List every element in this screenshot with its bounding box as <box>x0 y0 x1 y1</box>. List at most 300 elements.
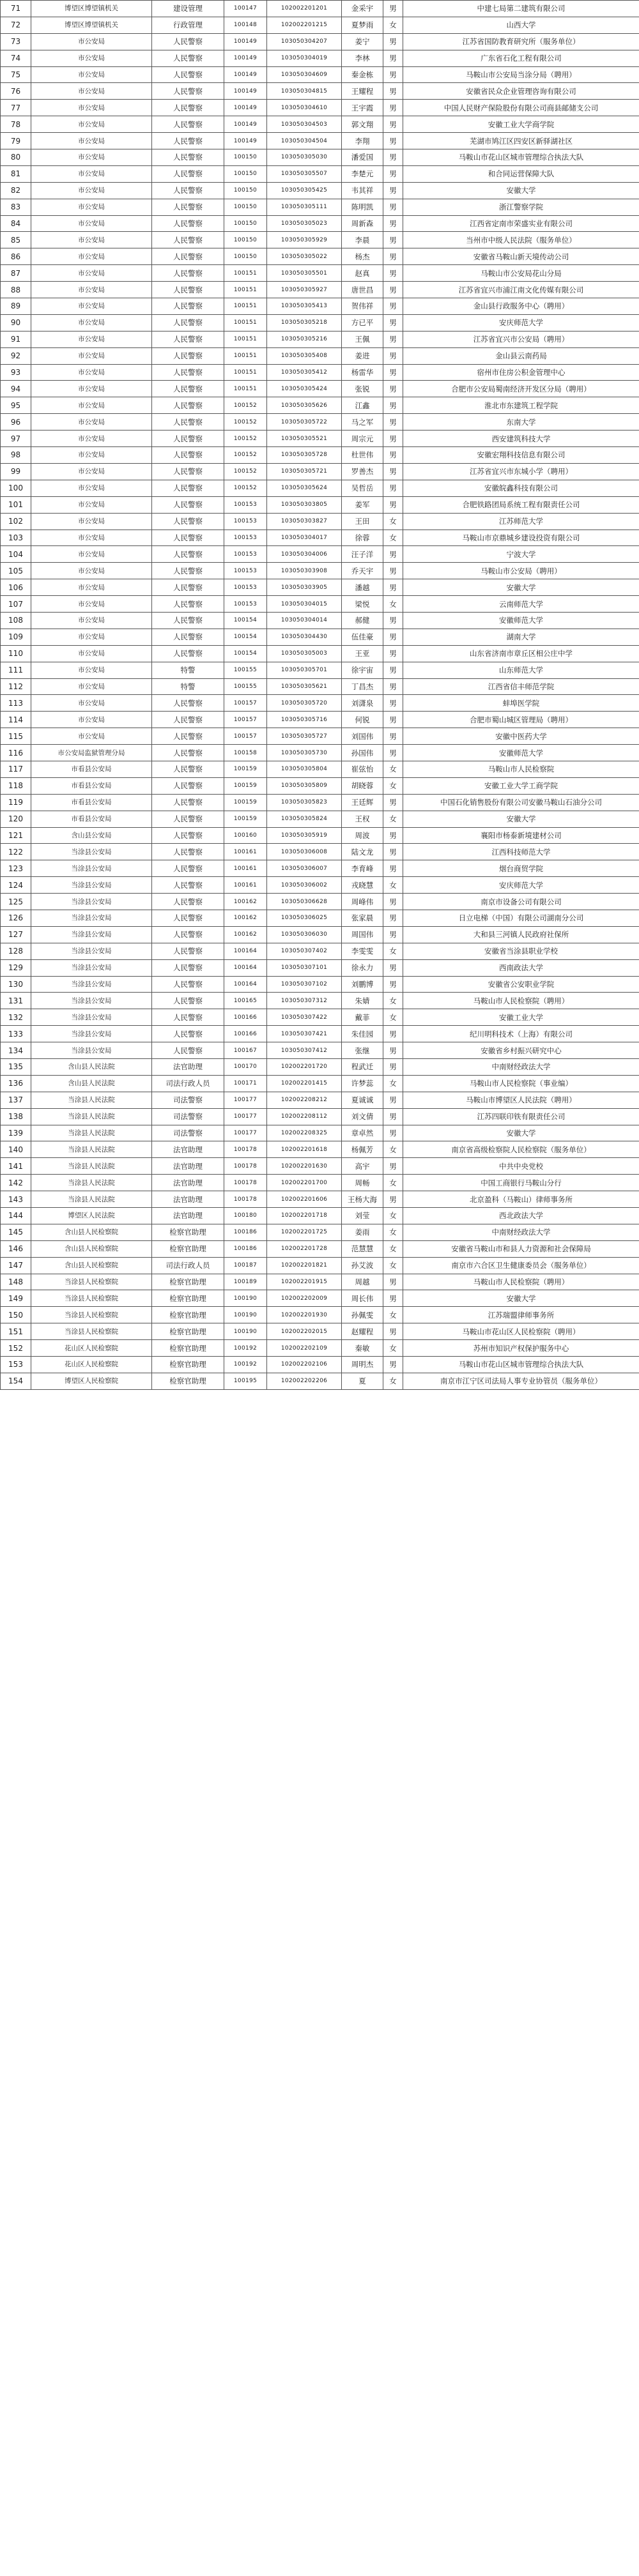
row-number-cell: 87 <box>1 265 31 282</box>
position-code-cell: 100149 <box>224 33 267 50</box>
work-or-school-cell: 江西省信丰师范学院 <box>403 678 639 695</box>
work-or-school-cell: 南京市设备公司有限公司 <box>403 894 639 910</box>
gender-cell: 男 <box>383 844 403 860</box>
work-or-school-cell: 苏州市知识产权保护服务中心 <box>403 1340 639 1357</box>
candidate-name-cell: 秦敏 <box>342 1340 383 1357</box>
table-row <box>1 83 639 100</box>
work-or-school-cell: 广东省石化工程有限公司 <box>403 50 639 66</box>
exam-number-cell: 102002201821 <box>267 1257 342 1274</box>
position-name-cell: 人民警察 <box>152 199 224 215</box>
candidate-name-cell: 杨雷华 <box>342 364 383 381</box>
exam-number-cell: 103050305111 <box>267 199 342 215</box>
recruiting-unit-cell: 市公安局 <box>31 431 152 447</box>
position-code-cell: 100150 <box>224 215 267 232</box>
work-or-school-cell: 中共中央党校 <box>403 1158 639 1175</box>
table-row <box>1 926 639 943</box>
work-or-school-cell: 大和县三河镇人民政府社保所 <box>403 926 639 943</box>
position-name-cell: 法官助理 <box>152 1191 224 1208</box>
candidate-name-cell: 姜宁 <box>342 33 383 50</box>
exam-number-cell: 103050307412 <box>267 1042 342 1059</box>
exam-number-cell: 102002201725 <box>267 1224 342 1240</box>
exam-number-cell: 103050304609 <box>267 66 342 83</box>
work-or-school-cell: 安徽省当涂县职业学校 <box>403 943 639 959</box>
exam-number-cell: 103050304504 <box>267 133 342 149</box>
exam-number-cell: 102002202106 <box>267 1357 342 1373</box>
gender-cell: 男 <box>383 182 403 199</box>
position-code-cell: 100192 <box>224 1357 267 1373</box>
position-code-cell: 100154 <box>224 645 267 662</box>
position-name-cell: 建设管理 <box>152 1 224 17</box>
position-code-cell: 100151 <box>224 314 267 331</box>
work-or-school-cell: 江苏四联印铁有限责任公司 <box>403 1108 639 1125</box>
exam-number-cell: 102002201930 <box>267 1307 342 1323</box>
position-name-cell: 特警 <box>152 678 224 695</box>
gender-cell: 女 <box>383 1208 403 1224</box>
table-row <box>1 1257 639 1274</box>
work-or-school-cell: 中国工商银行马鞍山分行 <box>403 1175 639 1191</box>
gender-cell: 女 <box>383 1141 403 1158</box>
gender-cell: 男 <box>383 1092 403 1108</box>
candidate-name-cell: 徐永力 <box>342 959 383 976</box>
table-row <box>1 1059 639 1076</box>
work-or-school-cell: 安徽大学 <box>403 579 639 596</box>
gender-cell: 男 <box>383 463 403 480</box>
row-number-cell: 83 <box>1 199 31 215</box>
position-name-cell: 行政管理 <box>152 17 224 33</box>
exam-number-cell: 102002201415 <box>267 1075 342 1092</box>
exam-number-cell: 103050306030 <box>267 926 342 943</box>
candidate-name-cell: 周宗元 <box>342 431 383 447</box>
position-name-cell: 人民警察 <box>152 712 224 728</box>
exam-number-cell: 102002202009 <box>267 1290 342 1307</box>
row-number-cell: 154 <box>1 1373 31 1389</box>
row-number-cell: 120 <box>1 811 31 827</box>
gender-cell: 男 <box>383 712 403 728</box>
row-number-cell: 128 <box>1 943 31 959</box>
table-row <box>1 645 639 662</box>
gender-cell: 女 <box>383 530 403 546</box>
row-number-cell: 114 <box>1 712 31 728</box>
row-number-cell: 108 <box>1 612 31 629</box>
gender-cell: 男 <box>383 381 403 397</box>
gender-cell: 女 <box>383 1175 403 1191</box>
position-code-cell: 100160 <box>224 827 267 844</box>
position-code-cell: 100187 <box>224 1257 267 1274</box>
recruiting-unit-cell: 市公安局 <box>31 298 152 315</box>
position-code-cell: 100164 <box>224 976 267 993</box>
exam-number-cell: 102002202206 <box>267 1373 342 1389</box>
gender-cell: 男 <box>383 1323 403 1340</box>
table-row <box>1 165 639 182</box>
work-or-school-cell: 安徽师范大学 <box>403 612 639 629</box>
candidate-name-cell: 梁悦 <box>342 596 383 613</box>
recruiting-unit-cell: 当涂县公安局 <box>31 959 152 976</box>
table-row <box>1 1191 639 1208</box>
row-number-cell: 113 <box>1 695 31 712</box>
position-code-cell: 100151 <box>224 364 267 381</box>
row-number-cell: 81 <box>1 165 31 182</box>
gender-cell: 男 <box>383 265 403 282</box>
exam-number-cell: 102002201630 <box>267 1158 342 1175</box>
table-row <box>1 1075 639 1092</box>
position-code-cell: 100159 <box>224 811 267 827</box>
recruiting-unit-cell: 当涂县人民检察院 <box>31 1307 152 1323</box>
recruiting-unit-cell: 市公安局 <box>31 546 152 563</box>
position-code-cell: 100178 <box>224 1175 267 1191</box>
candidate-name-cell: 戴菲 <box>342 1009 383 1026</box>
position-code-cell: 100189 <box>224 1274 267 1290</box>
row-number-cell: 76 <box>1 83 31 100</box>
position-code-cell: 100151 <box>224 347 267 364</box>
gender-cell: 男 <box>383 165 403 182</box>
gender-cell: 男 <box>383 431 403 447</box>
row-number-cell: 118 <box>1 777 31 794</box>
recruiting-unit-cell: 当涂县人民检察院 <box>31 1323 152 1340</box>
row-number-cell: 77 <box>1 100 31 116</box>
position-name-cell: 人民警察 <box>152 827 224 844</box>
recruiting-unit-cell: 市公安局 <box>31 414 152 431</box>
table-row <box>1 1274 639 1290</box>
position-name-cell: 法官助理 <box>152 1208 224 1224</box>
recruiting-unit-cell: 市公安局 <box>31 463 152 480</box>
gender-cell: 男 <box>383 414 403 431</box>
work-or-school-cell: 安徽省马鞍山新天境传动公司 <box>403 248 639 265</box>
candidate-name-cell: 刘潇泉 <box>342 695 383 712</box>
table-row <box>1 1240 639 1257</box>
table-row <box>1 1208 639 1224</box>
position-code-cell: 100186 <box>224 1224 267 1240</box>
table-row <box>1 745 639 761</box>
work-or-school-cell: 云南师范大学 <box>403 596 639 613</box>
position-name-cell: 人民警察 <box>152 976 224 993</box>
recruiting-unit-cell: 当涂县人民法院 <box>31 1141 152 1158</box>
row-number-cell: 135 <box>1 1059 31 1076</box>
work-or-school-cell: 马鞍山市人民检察院（聘用） <box>403 1274 639 1290</box>
gender-cell: 女 <box>383 1257 403 1274</box>
position-name-cell: 人民警察 <box>152 116 224 133</box>
gender-cell: 男 <box>383 215 403 232</box>
row-number-cell: 111 <box>1 662 31 678</box>
work-or-school-cell: 当州市中级人民法院（服务单位） <box>403 232 639 248</box>
row-number-cell: 72 <box>1 17 31 33</box>
table-row <box>1 133 639 149</box>
exam-number-cell: 103050303905 <box>267 579 342 596</box>
exam-number-cell: 103050307402 <box>267 943 342 959</box>
work-or-school-cell: 中南财经政法大学 <box>403 1059 639 1076</box>
gender-cell: 男 <box>383 100 403 116</box>
row-number-cell: 131 <box>1 993 31 1009</box>
exam-number-cell: 103050305425 <box>267 182 342 199</box>
table-row <box>1 530 639 546</box>
position-code-cell: 100153 <box>224 546 267 563</box>
table-row <box>1 546 639 563</box>
work-or-school-cell: 安徽工业大学工商学院 <box>403 777 639 794</box>
table-row <box>1 265 639 282</box>
position-code-cell: 100161 <box>224 877 267 894</box>
work-or-school-cell: 南京省高级检察院人民检察院（服务单位） <box>403 1141 639 1158</box>
exam-number-cell: 102002208212 <box>267 1092 342 1108</box>
position-code-cell: 100148 <box>224 17 267 33</box>
recruiting-unit-cell: 当涂县人民检察院 <box>31 1290 152 1307</box>
recruiting-unit-cell: 市公安局 <box>31 381 152 397</box>
row-number-cell: 78 <box>1 116 31 133</box>
candidate-name-cell: 章卓然 <box>342 1125 383 1141</box>
gender-cell: 男 <box>383 645 403 662</box>
exam-number-cell: 102002201700 <box>267 1175 342 1191</box>
position-name-cell: 人民警察 <box>152 381 224 397</box>
candidate-name-cell: 高宇 <box>342 1158 383 1175</box>
gender-cell: 男 <box>383 546 403 563</box>
work-or-school-cell: 江苏省国防教育研究所（服务单位） <box>403 33 639 50</box>
exam-number-cell: 103050305023 <box>267 215 342 232</box>
recruiting-unit-cell: 博望区博望镇机关 <box>31 1 152 17</box>
row-number-cell: 90 <box>1 314 31 331</box>
work-or-school-cell: 蚌埠医学院 <box>403 695 639 712</box>
position-name-cell: 人民警察 <box>152 100 224 116</box>
gender-cell: 男 <box>383 1158 403 1175</box>
exam-number-cell: 103050305022 <box>267 248 342 265</box>
exam-number-cell: 103050305929 <box>267 232 342 248</box>
exam-number-cell: 103050304503 <box>267 116 342 133</box>
work-or-school-cell: 北京盈科（马鞍山）律师事务所 <box>403 1191 639 1208</box>
position-code-cell: 100152 <box>224 431 267 447</box>
candidate-name-cell: 周新森 <box>342 215 383 232</box>
table-row <box>1 1009 639 1026</box>
recruiting-unit-cell: 市看县公安局 <box>31 794 152 811</box>
position-name-cell: 人民警察 <box>152 282 224 298</box>
row-number-cell: 107 <box>1 596 31 613</box>
work-or-school-cell: 安徽皖鑫科技有限公司 <box>403 480 639 496</box>
table-row <box>1 364 639 381</box>
position-code-cell: 100166 <box>224 1026 267 1042</box>
position-name-cell: 人民警察 <box>152 265 224 282</box>
position-code-cell: 100167 <box>224 1042 267 1059</box>
gender-cell: 男 <box>383 33 403 50</box>
recruiting-unit-cell: 当涂县公安局 <box>31 1042 152 1059</box>
gender-cell: 女 <box>383 761 403 777</box>
position-name-cell: 人民警察 <box>152 645 224 662</box>
recruiting-unit-cell: 当涂县公安局 <box>31 910 152 926</box>
candidate-name-cell: 姜军 <box>342 496 383 513</box>
gender-cell: 女 <box>383 993 403 1009</box>
work-or-school-cell: 安徽省民众企业管理咨询有限公司 <box>403 83 639 100</box>
work-or-school-cell: 淮北市东建筑工程学院 <box>403 397 639 414</box>
candidate-name-cell: 王耀程 <box>342 83 383 100</box>
position-code-cell: 100153 <box>224 563 267 579</box>
gender-cell: 男 <box>383 397 403 414</box>
position-code-cell: 100159 <box>224 761 267 777</box>
work-or-school-cell: 安徽大学 <box>403 1290 639 1307</box>
candidate-name-cell: 方已平 <box>342 314 383 331</box>
position-name-cell: 人民警察 <box>152 877 224 894</box>
gender-cell: 女 <box>383 1340 403 1357</box>
table-row <box>1 215 639 232</box>
recruiting-unit-cell: 博望区博望镇机关 <box>31 17 152 33</box>
row-number-cell: 71 <box>1 1 31 17</box>
table-row <box>1 894 639 910</box>
exam-number-cell: 103050304014 <box>267 612 342 629</box>
candidate-name-cell: 江鑫 <box>342 397 383 414</box>
gender-cell: 男 <box>383 745 403 761</box>
row-number-cell: 153 <box>1 1357 31 1373</box>
position-name-cell: 法官助理 <box>152 1158 224 1175</box>
gender-cell: 男 <box>383 116 403 133</box>
recruiting-unit-cell: 市公安局 <box>31 728 152 745</box>
table-row <box>1 33 639 50</box>
exam-number-cell: 102002201915 <box>267 1274 342 1290</box>
exam-number-cell: 102002202109 <box>267 1340 342 1357</box>
table-row <box>1 100 639 116</box>
position-name-cell: 人民警察 <box>152 364 224 381</box>
exam-number-cell: 103050306007 <box>267 860 342 877</box>
recruiting-unit-cell: 市公安局 <box>31 712 152 728</box>
position-code-cell: 100149 <box>224 83 267 100</box>
exam-number-cell: 103050305701 <box>267 662 342 678</box>
table-row <box>1 761 639 777</box>
position-code-cell: 100166 <box>224 1009 267 1026</box>
table-row <box>1 1125 639 1141</box>
recruiting-unit-cell: 市公安局 <box>31 66 152 83</box>
position-name-cell: 人民警察 <box>152 232 224 248</box>
recruiting-unit-cell: 当涂县人民法院 <box>31 1092 152 1108</box>
recruiting-unit-cell: 博望区人民法院 <box>31 1208 152 1224</box>
position-name-cell: 人民警察 <box>152 1042 224 1059</box>
work-or-school-cell: 宁波大学 <box>403 546 639 563</box>
candidate-name-cell: 夏梦雨 <box>342 17 383 33</box>
row-number-cell: 142 <box>1 1175 31 1191</box>
position-name-cell: 司法警察 <box>152 1125 224 1141</box>
exam-number-cell: 103050305413 <box>267 298 342 315</box>
recruiting-unit-cell: 当涂县公安局 <box>31 877 152 894</box>
row-number-cell: 136 <box>1 1075 31 1092</box>
position-code-cell: 100150 <box>224 232 267 248</box>
position-code-cell: 100170 <box>224 1059 267 1076</box>
table-row <box>1 563 639 579</box>
table-row <box>1 463 639 480</box>
work-or-school-cell: 安徽省马鞍山市和县人力资源和社会保障局 <box>403 1240 639 1257</box>
work-or-school-cell: 安庆师范大学 <box>403 877 639 894</box>
work-or-school-cell: 中国人民财产保险股份有限公司商县邮储支公司 <box>403 100 639 116</box>
row-number-cell: 138 <box>1 1108 31 1125</box>
exam-number-cell: 103050305727 <box>267 728 342 745</box>
recruiting-unit-cell: 市公安局 <box>31 678 152 695</box>
position-name-cell: 人民警察 <box>152 745 224 761</box>
row-number-cell: 102 <box>1 513 31 530</box>
row-number-cell: 91 <box>1 331 31 347</box>
table-row <box>1 1158 639 1175</box>
candidate-name-cell: 王廷辉 <box>342 794 383 811</box>
candidate-name-cell: 伍佳豪 <box>342 629 383 645</box>
recruiting-unit-cell: 市公安局 <box>31 215 152 232</box>
work-or-school-cell: 马鞍山市花山区城市管理综合执法大队 <box>403 149 639 166</box>
position-code-cell: 100150 <box>224 182 267 199</box>
position-code-cell: 100155 <box>224 678 267 695</box>
exam-number-cell: 103050305030 <box>267 149 342 166</box>
recruiting-unit-cell: 花山区人民检察院 <box>31 1340 152 1357</box>
exam-number-cell: 103050304006 <box>267 546 342 563</box>
work-or-school-cell: 安徽大学 <box>403 182 639 199</box>
position-code-cell: 100149 <box>224 66 267 83</box>
position-name-cell: 人民警察 <box>152 993 224 1009</box>
row-number-cell: 93 <box>1 364 31 381</box>
exam-number-cell: 102002201215 <box>267 17 342 33</box>
candidate-name-cell: 许梦蕊 <box>342 1075 383 1092</box>
position-code-cell: 100157 <box>224 728 267 745</box>
position-code-cell: 100190 <box>224 1307 267 1323</box>
row-number-cell: 88 <box>1 282 31 298</box>
position-name-cell: 人民警察 <box>152 133 224 149</box>
table-row <box>1 844 639 860</box>
row-number-cell: 123 <box>1 860 31 877</box>
position-name-cell: 检察官助理 <box>152 1240 224 1257</box>
work-or-school-cell: 马鞍山市公安局当涂分局（聘用） <box>403 66 639 83</box>
position-code-cell: 100150 <box>224 199 267 215</box>
work-or-school-cell: 江苏省宜兴市东城小学（聘用） <box>403 463 639 480</box>
gender-cell: 男 <box>383 83 403 100</box>
position-name-cell: 人民警察 <box>152 66 224 83</box>
recruiting-unit-cell: 当涂县公安局 <box>31 993 152 1009</box>
work-or-school-cell: 安徽中医药大学 <box>403 728 639 745</box>
position-name-cell: 人民警察 <box>152 314 224 331</box>
work-or-school-cell: 山东省济南市章丘区相公庄中学 <box>403 645 639 662</box>
recruiting-unit-cell: 市公安局 <box>31 182 152 199</box>
position-code-cell: 100159 <box>224 777 267 794</box>
position-code-cell: 100149 <box>224 133 267 149</box>
work-or-school-cell: 金山县行政服务中心（聘用） <box>403 298 639 315</box>
table-row <box>1 794 639 811</box>
row-number-cell: 117 <box>1 761 31 777</box>
exam-number-cell: 103050305412 <box>267 364 342 381</box>
candidate-name-cell: 马之军 <box>342 414 383 431</box>
gender-cell: 男 <box>383 282 403 298</box>
position-code-cell: 100154 <box>224 612 267 629</box>
exam-number-cell: 102002202015 <box>267 1323 342 1340</box>
candidate-name-cell: 唐世昌 <box>342 282 383 298</box>
work-or-school-cell: 马鞍山市公安局花山分局 <box>403 265 639 282</box>
recruiting-unit-cell: 市公安局 <box>31 447 152 464</box>
position-code-cell: 100171 <box>224 1075 267 1092</box>
recruiting-unit-cell: 市公安局 <box>31 100 152 116</box>
position-name-cell: 人民警察 <box>152 463 224 480</box>
recruiting-unit-cell: 市公安局 <box>31 513 152 530</box>
table-row <box>1 695 639 712</box>
recruiting-unit-cell: 市公安局 <box>31 199 152 215</box>
exam-number-cell: 103050305919 <box>267 827 342 844</box>
row-number-cell: 132 <box>1 1009 31 1026</box>
row-number-cell: 103 <box>1 530 31 546</box>
gender-cell: 男 <box>383 1125 403 1141</box>
work-or-school-cell: 安徽宏翔科技信息有限公司 <box>403 447 639 464</box>
recruiting-unit-cell: 含山县人民检察院 <box>31 1240 152 1257</box>
table-row <box>1 149 639 166</box>
work-or-school-cell: 江苏省宜兴市浦江南文化传媒有限公司 <box>403 282 639 298</box>
gender-cell: 男 <box>383 1274 403 1290</box>
candidate-name-cell: 王佩 <box>342 331 383 347</box>
position-code-cell: 100149 <box>224 50 267 66</box>
candidate-name-cell: 张锐 <box>342 381 383 397</box>
position-name-cell: 人民警察 <box>152 33 224 50</box>
position-name-cell: 检察官助理 <box>152 1357 224 1373</box>
position-code-cell: 100152 <box>224 480 267 496</box>
row-number-cell: 125 <box>1 894 31 910</box>
position-code-cell: 100165 <box>224 993 267 1009</box>
row-number-cell: 104 <box>1 546 31 563</box>
exam-number-cell: 103050305804 <box>267 761 342 777</box>
exam-number-cell: 103050307312 <box>267 993 342 1009</box>
exam-number-cell: 102002201728 <box>267 1240 342 1257</box>
position-code-cell: 100195 <box>224 1373 267 1389</box>
table-row <box>1 314 639 331</box>
